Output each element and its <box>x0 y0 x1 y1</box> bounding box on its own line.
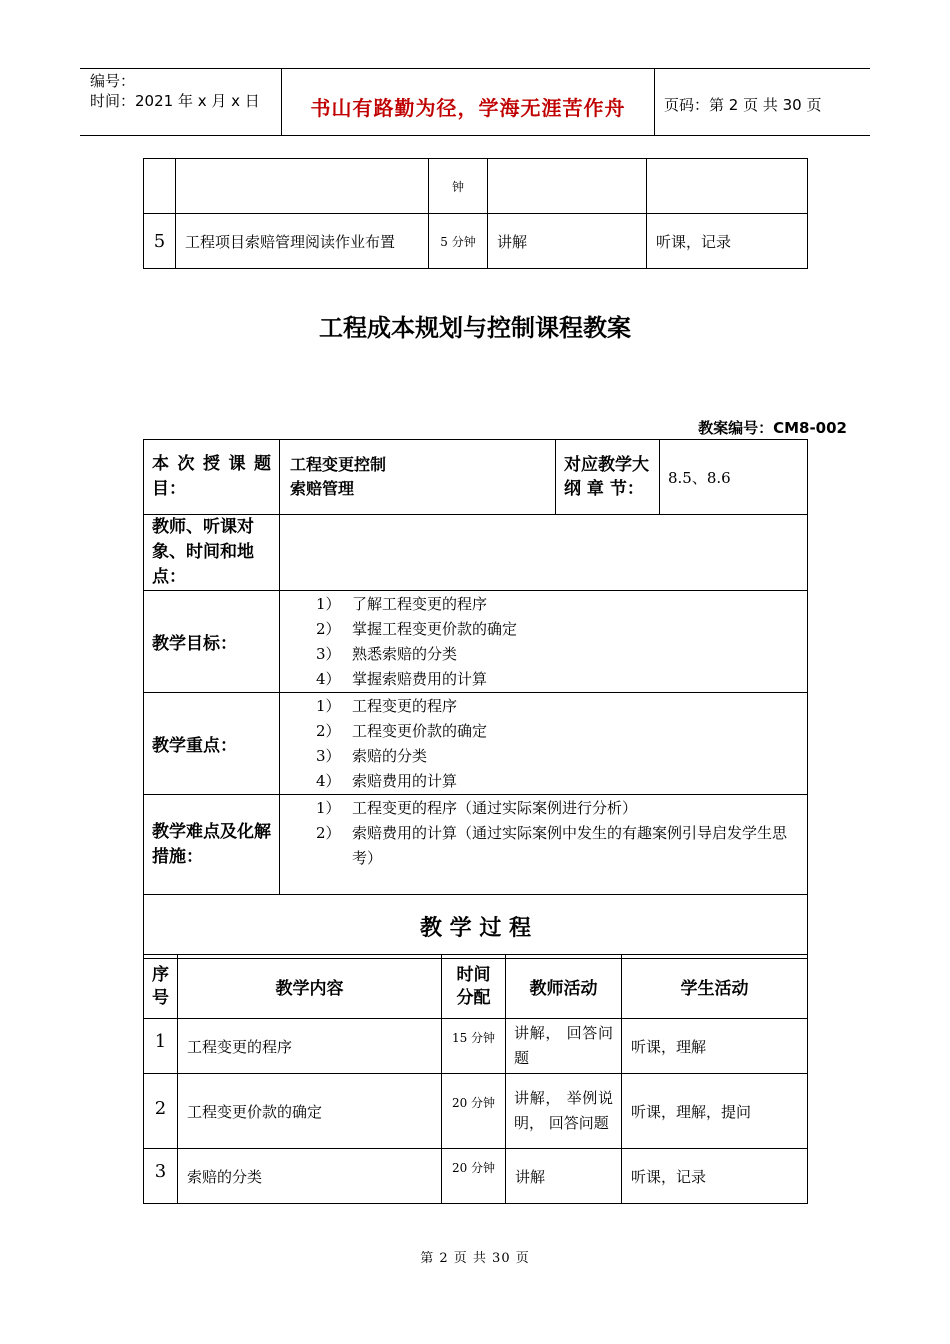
list-item: 1） 工程变更的程序（通过实际案例进行分析） <box>316 799 638 817</box>
syllabus-value: 8.5、8.6 <box>660 440 808 515</box>
table-row <box>144 895 808 959</box>
header-time: 时间分配 <box>442 955 506 1019</box>
audience-label: 教师、听课对象、时间和地点： <box>144 515 280 591</box>
keypoints-label: 教学重点： <box>144 693 280 795</box>
row-content: 工程变更价款的确定 <box>178 1074 442 1149</box>
table-row <box>144 1019 808 1074</box>
plan-number: 教案编号：CM8-002 <box>698 419 847 437</box>
header-content: 教学内容 <box>178 955 442 1019</box>
topic-line: 工程变更控制 <box>290 455 387 474</box>
list-item: 1） 了解工程变更的程序 <box>316 595 488 613</box>
table-row <box>144 1074 808 1149</box>
keypoints-list <box>280 693 808 795</box>
topic-line: 索赔管理 <box>290 479 355 498</box>
row-teacher: 讲解， 回答问题 <box>506 1019 622 1074</box>
table-row <box>144 515 808 591</box>
table-row <box>144 214 808 269</box>
row-number <box>144 159 176 214</box>
page-footer: 第 2 页 共 30 页 <box>420 1251 530 1266</box>
row-time: 15 分钟 <box>442 1019 506 1074</box>
topic-label: 本 次 授 课 题 目： <box>144 440 280 515</box>
row-number: 3 <box>144 1149 178 1204</box>
row-teacher: 讲解 <box>488 214 647 269</box>
process-table <box>143 954 808 1204</box>
row-number: 5 <box>144 214 176 269</box>
row-student: 听课，记录 <box>647 214 808 269</box>
row-student: 听课，理解，提问 <box>622 1074 808 1149</box>
header-no: 序号 <box>144 955 178 1019</box>
list-item: 3） 熟悉索赔的分类 <box>316 645 458 663</box>
row-student <box>647 159 808 214</box>
row-content: 索赔的分类 <box>178 1149 442 1204</box>
row-content: 工程项目索赔管理阅读作业布置 <box>176 214 429 269</box>
table-header-row <box>144 955 808 1019</box>
row-number: 2 <box>144 1074 178 1149</box>
table-row <box>144 693 808 795</box>
row-teacher: 讲解 <box>506 1149 622 1204</box>
objectives-label: 教学目标： <box>144 591 280 693</box>
header-divider <box>281 68 282 136</box>
row-student: 听课，理解 <box>622 1019 808 1074</box>
row-teacher <box>488 159 647 214</box>
header-page-number: 页码：第 2 页 共 30 页 <box>664 96 822 114</box>
list-item: 2） 掌握工程变更价款的确定 <box>316 620 518 638</box>
row-content <box>176 159 429 214</box>
list-item: 4） 掌握索赔费用的计算 <box>316 670 488 688</box>
header-divider <box>654 68 655 136</box>
row-time: 钟 <box>429 159 488 214</box>
objectives-list <box>280 591 808 693</box>
list-item: 4） 索赔费用的计算 <box>316 772 458 790</box>
header-teacher: 教师活动 <box>506 955 622 1019</box>
document-title: 工程成本规划与控制课程教案 <box>319 314 631 342</box>
header-student: 学生活动 <box>622 955 808 1019</box>
table-row <box>144 159 808 214</box>
row-student: 听课，记录 <box>622 1149 808 1204</box>
row-content: 工程变更的程序 <box>178 1019 442 1074</box>
header-top-rule <box>80 68 870 69</box>
lesson-info-table <box>143 439 808 959</box>
row-number: 1 <box>144 1019 178 1074</box>
syllabus-label: 对应教学大 纲 章 节： <box>556 440 660 515</box>
table-row <box>144 1149 808 1204</box>
topic-value <box>280 440 556 515</box>
difficulties-list <box>280 795 808 895</box>
header-bottom-rule <box>80 135 870 136</box>
row-time: 5 分钟 <box>429 214 488 269</box>
table-row <box>144 440 808 515</box>
top-process-table <box>143 158 808 269</box>
header-number: 编号： <box>90 72 136 90</box>
row-time: 20 分钟 <box>442 1074 506 1149</box>
list-item: 2） 工程变更价款的确定 <box>316 722 488 740</box>
table-row <box>144 795 808 895</box>
list-item: 1） 工程变更的程序 <box>316 697 458 715</box>
process-title: 教 学 过 程 <box>144 895 808 959</box>
table-row <box>144 591 808 693</box>
list-item: 3） 索赔的分类 <box>316 747 428 765</box>
list-item: 2） 索赔费用的计算（通过实际案例中发生的有趣案例引导启发学生思考） <box>316 824 788 867</box>
row-time: 20 分钟 <box>442 1149 506 1204</box>
audience-value <box>280 515 808 591</box>
header-time: 时间：2021 年 x 月 x 日 <box>90 92 260 110</box>
difficulties-label: 教学难点及化解措施： <box>144 795 280 895</box>
row-teacher: 讲解， 举例说明， 回答问题 <box>506 1074 622 1149</box>
header-motto: 书山有路勤为径，学海无涯苦作舟 <box>310 96 626 120</box>
